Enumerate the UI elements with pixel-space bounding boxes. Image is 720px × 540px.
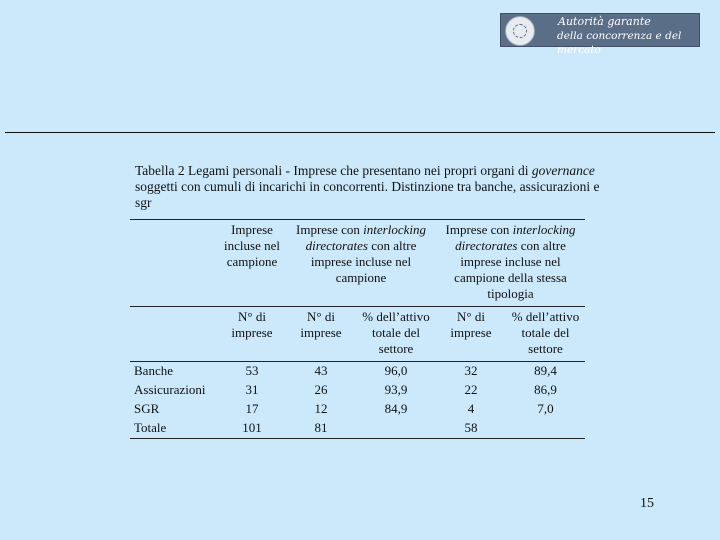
- cell: [356, 419, 436, 439]
- cell: 93,9: [384, 382, 408, 397]
- row-label: SGR: [134, 401, 160, 416]
- row-label: Totale: [134, 420, 167, 435]
- data-table: [130, 219, 585, 439]
- table-row: [130, 362, 585, 382]
- subheader-n-imprese: N° di imprese: [300, 309, 342, 340]
- subheader-percent-attivo: % dell’attivo totale del settore: [362, 309, 430, 356]
- page-number: 15: [640, 496, 654, 511]
- table-row: [130, 381, 585, 400]
- caption-italic: governance: [531, 163, 595, 178]
- table-caption: [135, 163, 613, 211]
- cell: 12: [314, 401, 328, 416]
- group-header-interlocking-same-type: Imprese con interlocking directorates con altre imprese incluse nel campione della stessa tipologia: [445, 222, 576, 301]
- subheader-empty: [130, 307, 218, 362]
- logo-line-1: Autorità garante: [558, 15, 651, 28]
- table-row: [130, 400, 585, 419]
- cell: 22: [464, 382, 478, 397]
- caption-prefix: Tabella 2 Legami personali - Imprese che presentano nei propri organi di: [135, 163, 532, 178]
- cell: 7,0: [537, 401, 554, 416]
- cell: 4: [467, 401, 475, 416]
- cell: 101: [242, 420, 262, 435]
- cell: 58: [464, 420, 478, 435]
- agcm-logo: [500, 13, 700, 56]
- cell: 17: [245, 401, 259, 416]
- cell: 43: [314, 363, 328, 378]
- cell: 53: [245, 363, 259, 378]
- group-header-sample: Imprese incluse nel campione: [224, 222, 280, 269]
- group-header-interlocking: Imprese con interlocking directorates con altre imprese incluse nel campione: [296, 222, 426, 285]
- row-label: Banche: [134, 363, 173, 378]
- cell: 32: [464, 363, 478, 378]
- cell: 96,0: [384, 363, 408, 378]
- cell: 26: [314, 382, 328, 397]
- caption-suffix: soggetti con cumuli di incarichi in concorrenti. Distinzione tra banche, assicurazioni e sgr: [135, 179, 600, 210]
- cell: 84,9: [384, 401, 408, 416]
- subheader-percent-attivo: % dell’attivo totale del settore: [511, 309, 580, 356]
- subheader-n-imprese: N° di imprese: [450, 309, 492, 340]
- italian-emblem-icon: [505, 16, 535, 46]
- cell: 31: [245, 382, 259, 397]
- logo-text: [558, 15, 700, 57]
- table-row-total: [130, 419, 585, 439]
- cell: [506, 419, 585, 439]
- cell: 86,9: [534, 382, 557, 397]
- row-label: Assicurazioni: [134, 382, 206, 397]
- cell: 89,4: [534, 363, 557, 378]
- header-empty: [130, 220, 218, 307]
- horizontal-divider: [5, 132, 715, 133]
- cell: 81: [314, 420, 328, 435]
- subheader-n-imprese: N° di imprese: [231, 309, 273, 340]
- logo-line-2: della concorrenza e del mercato: [557, 30, 682, 56]
